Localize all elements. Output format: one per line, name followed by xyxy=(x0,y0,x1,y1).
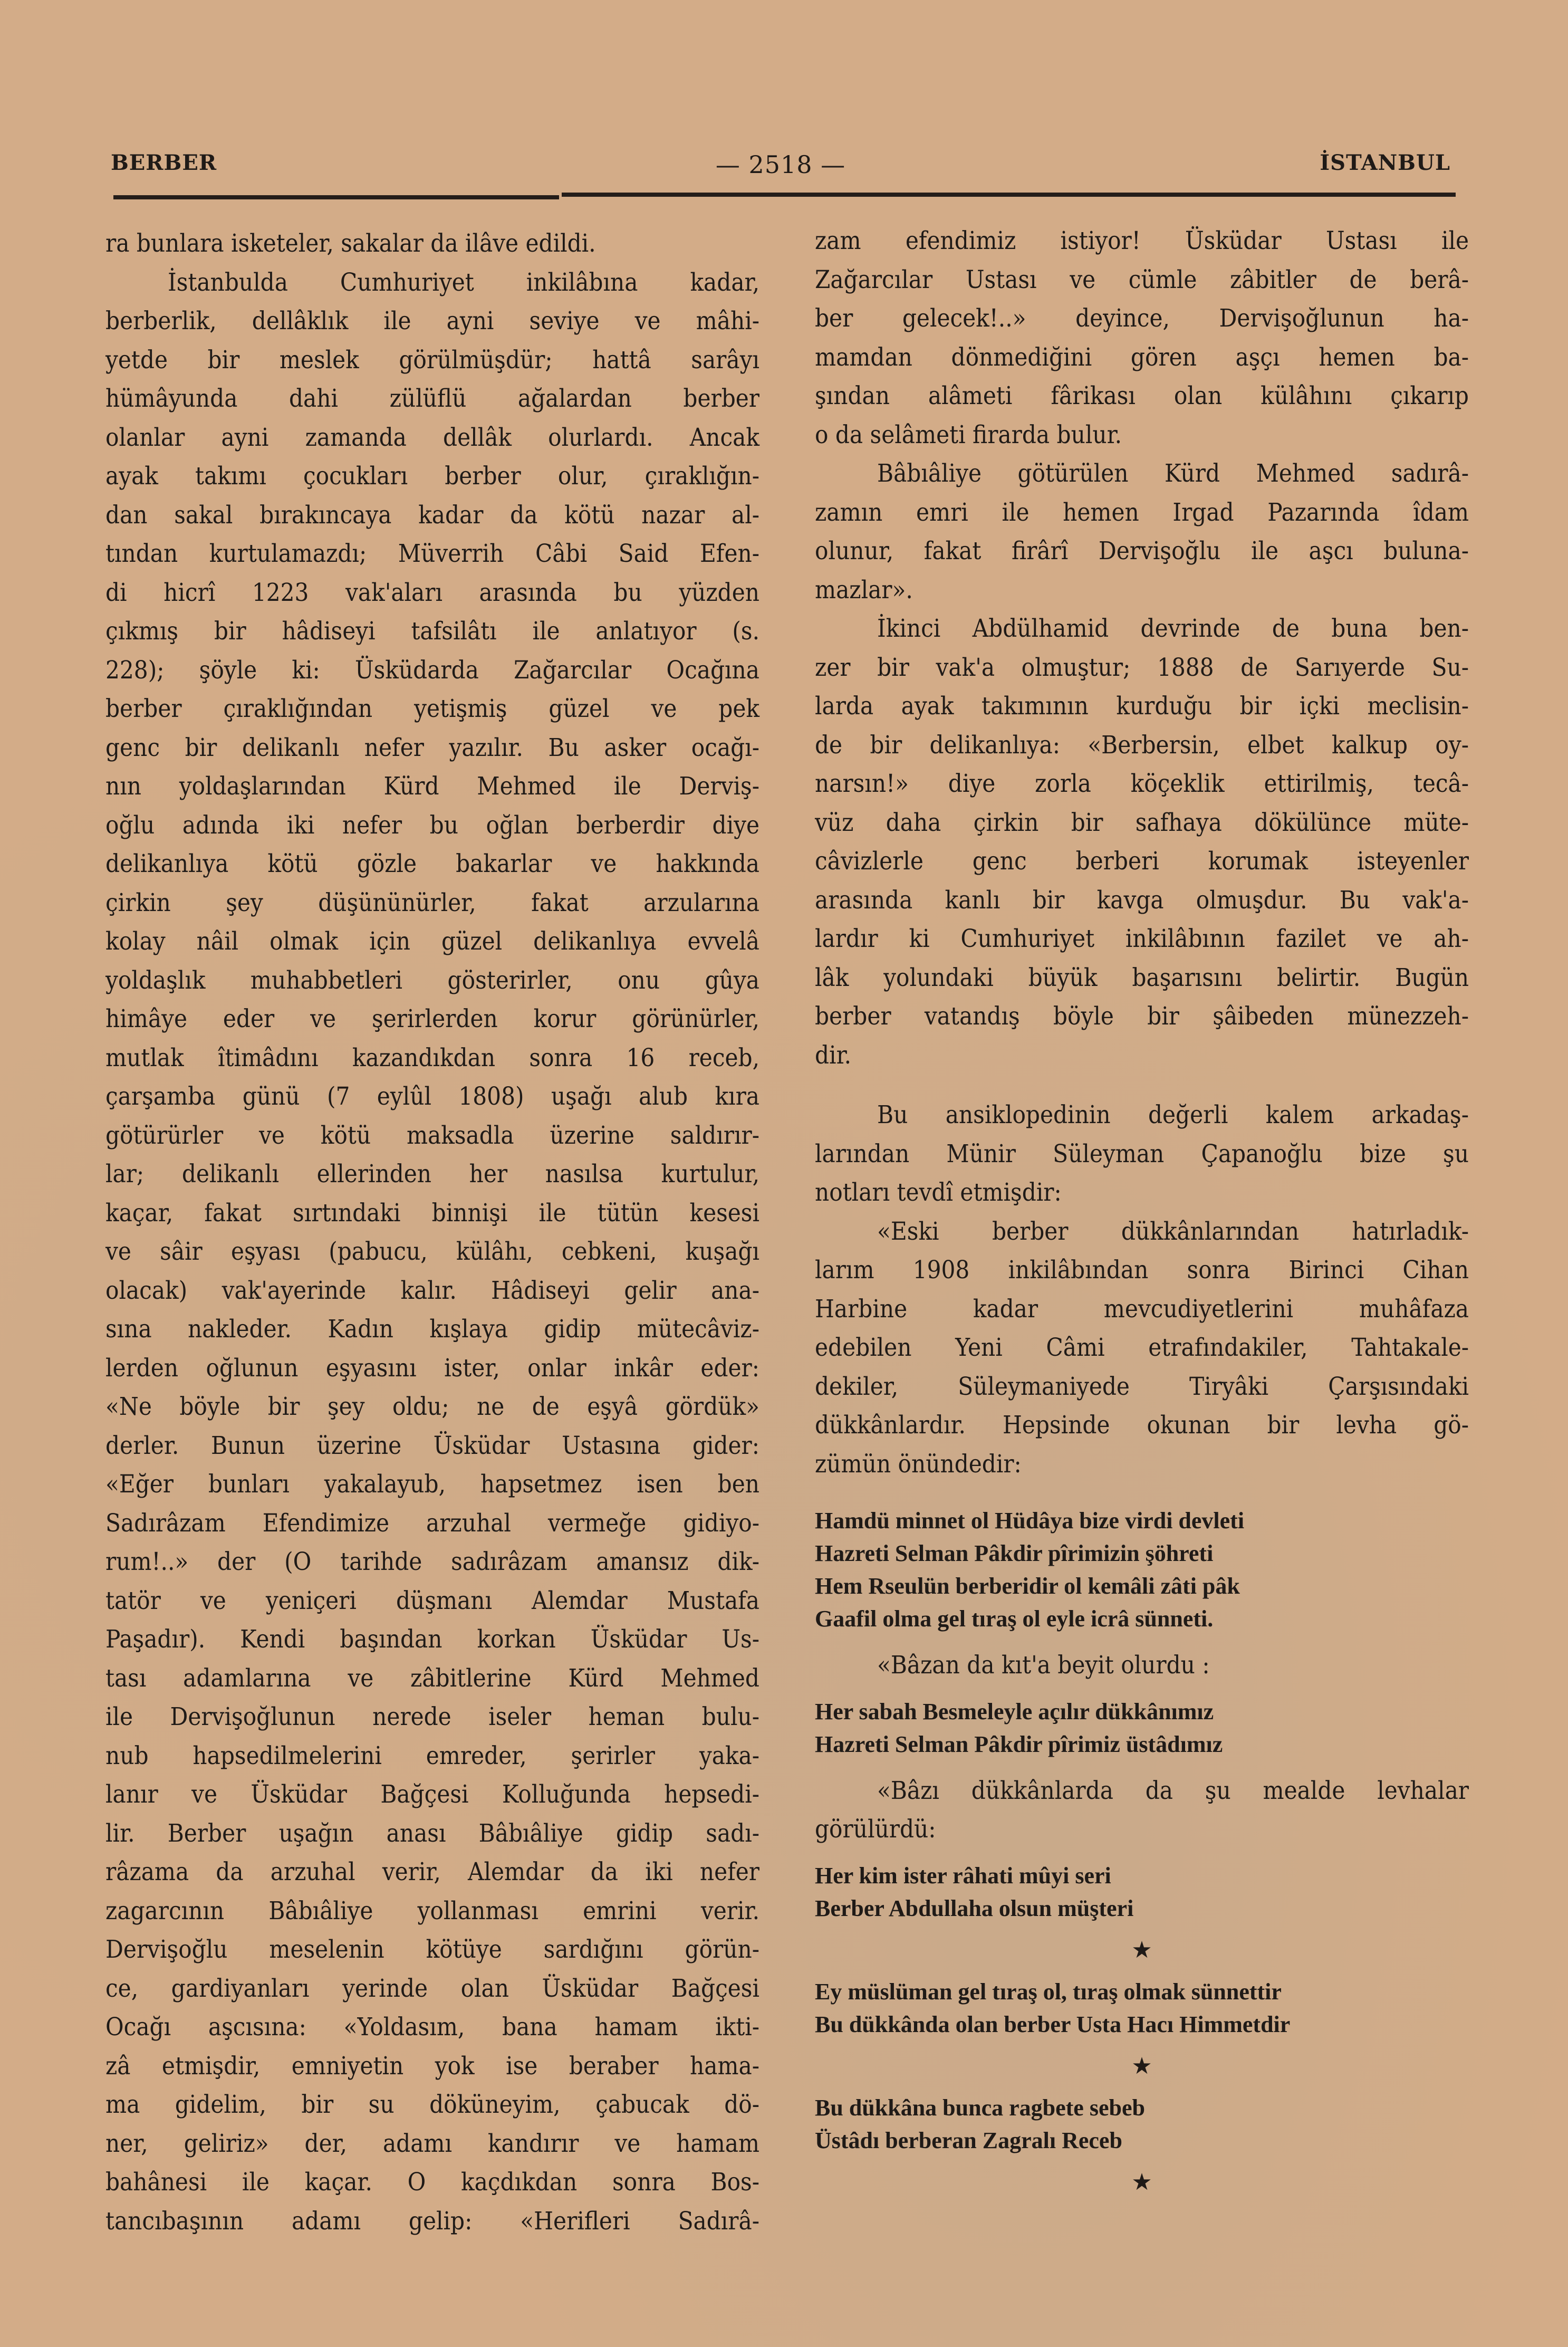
text-line: di hicrî 1223 vak'aları arasında bu yüzden xyxy=(105,578,759,607)
text-line: ner, geliriz» der, adamı kandırır ve hamam xyxy=(105,2129,759,2158)
text-line: delikanlıya kötü gözle bakarlar ve hakkında xyxy=(105,849,759,878)
text-line: rum!..» der (O tarihde sadırâzam amansız dik- xyxy=(105,1547,759,1576)
paragraph-main-story xyxy=(105,263,759,2241)
text-line: 228); şöyle ki: Üsküdarda Zağarcılar Ocağına xyxy=(105,655,759,685)
paragraph-capanoglu xyxy=(815,1096,1469,1212)
verse-block-3 xyxy=(815,1860,1469,1925)
text-line: Bu ansiklopedinin değerli kalem arkadaş- xyxy=(877,1100,1469,1129)
verse-block-4 xyxy=(815,1976,1469,2041)
paragraph-execution xyxy=(815,454,1469,609)
text-line: dir. xyxy=(815,1040,852,1070)
text-line: mazlar». xyxy=(815,575,913,605)
header-volume-title: İSTANBUL xyxy=(1320,150,1450,175)
text-line: zam efendimiz istiyor! Üsküdar Ustası ile xyxy=(815,226,1469,255)
text-line: oğlu adında iki nefer bu oğlan berberdir diye xyxy=(105,810,759,840)
text-line: lerden oğlunun eşyasını ister, onlar inkâr eder: xyxy=(105,1353,759,1383)
spacer xyxy=(815,1849,1469,1860)
right-column xyxy=(815,222,1469,2208)
text-line: mutlak îtimâdını kazandıkdan sonra 16 receb, xyxy=(105,1043,759,1072)
text-line: derler. Bunun üzerine Üsküdar Ustasına gider: xyxy=(105,1431,759,1460)
text-line: ce, gardiyanları yerinde olan Üsküdar Bağçesi xyxy=(105,1974,759,2003)
text-line: tancıbaşının adamı gelip: «Herifleri Sadırâ- xyxy=(105,2206,759,2236)
text-line: dükkânlardır. Hepsinde okunan bir levha gö- xyxy=(815,1411,1469,1440)
text-line: zagarcının Bâbıâliye yollanması emrini verir. xyxy=(105,1896,759,1926)
text-line: «Eski berber dükkânlarından hatırladık- xyxy=(877,1216,1469,1246)
text-line: larından Münir Süleyman Çapanoğlu bize şu xyxy=(815,1139,1469,1168)
header-entry-title: BERBER xyxy=(111,150,217,175)
text-line: notları tevdî etmişdir: xyxy=(815,1178,1062,1207)
text-line: o da selâmeti firarda bulur. xyxy=(815,420,1122,449)
text-line: götürürler ve kötü maksadla üzerine saldırır- xyxy=(105,1120,759,1150)
text-line: çıkmış bir hâdiseyi tafsilâtı ile anlatıyor (s. xyxy=(105,617,759,646)
verse-block-2 xyxy=(815,1695,1469,1761)
page-number: — 2518 — xyxy=(715,150,846,179)
text-line: ma gidelim, bir su döküneyim, çabucak dö- xyxy=(105,2090,759,2119)
text-line: nın yoldaşlarından Kürd Mehmed ile Derviş- xyxy=(105,772,759,801)
paragraph-levhalar xyxy=(815,1771,1469,1849)
text-line: larım 1908 inkilâbından sonra Birinci Cihan xyxy=(815,1256,1469,1285)
star-separator-icon: ★ xyxy=(1131,2052,1152,2080)
verse-line: Hamdü minnet ol Hüdâya bize virdi devleti xyxy=(815,1508,1245,1534)
text-line: ra bunlara isketeler, sakalar da ilâve edildi. xyxy=(105,229,596,258)
text-line: tından kurtulamazdı; Müverrih Câbi Said Efen- xyxy=(105,539,759,568)
header-rule-left xyxy=(113,195,559,199)
text-line: arasında kanlı bir kavga olmuşdur. Bu vak'a- xyxy=(815,885,1469,915)
text-line: câvizlerle genc berberi korumak isteyenler xyxy=(815,847,1469,876)
verse-line: Üstâdı berberan Zagralı Receb xyxy=(815,2127,1122,2153)
text-line: Dervişoğlu meselenin kötüye sardığını görün- xyxy=(105,1935,759,1964)
text-line: ve sâir eşyası (pabucu, külâhı, cebkeni, kuşağı xyxy=(105,1237,759,1266)
text-line: «Ne böyle bir şey oldu; ne de eşyâ gördük» xyxy=(105,1392,759,1421)
text-line: berberlik, dellâklık ile ayni seviye ve mâhi- xyxy=(105,306,759,336)
text-line: Paşadır). Kendi başından korkan Üsküdar Us- xyxy=(105,1625,759,1654)
text-line: vüz daha çirkin bir safhaya dökülünce müte- xyxy=(815,808,1469,837)
text-line: Harbine kadar mevcudiyetlerini muhâfaza xyxy=(815,1294,1469,1324)
verse-block-1 xyxy=(815,1505,1469,1635)
text-line: Sadırâzam Efendimize arzuhal vermeğe gidiyo- xyxy=(105,1508,759,1538)
left-column xyxy=(105,224,759,2240)
paragraph-kita xyxy=(815,1646,1469,1685)
text-line: tası adamlarına ve zâbitlerine Kürd Mehmed xyxy=(105,1663,759,1693)
header-rule-right xyxy=(562,193,1456,197)
text-line: Zağarcılar Ustası ve cümle zâbitler de berâ- xyxy=(815,265,1469,294)
text-line: himâye eder ve şerirlerden korur görünürler, xyxy=(105,1004,759,1033)
spacer xyxy=(815,1761,1469,1771)
text-line: lardır ki Cumhuriyet inkilâbının fazilet ve ah- xyxy=(815,924,1469,953)
text-line: kaçar, fakat sırtındaki binnişi ile tütün kesesi xyxy=(105,1198,759,1228)
text-line: «Eğer bunları yakalayub, hapsetmez isen ben xyxy=(105,1470,759,1499)
text-line: narsın!» diye zorla köçeklik ettirilmiş, tecâ- xyxy=(815,769,1469,798)
verse-line: Hazreti Selman Pâkdir pîrimiz üstâdımız xyxy=(815,1731,1223,1757)
text-line: zamın emri ile hemen Irgad Pazarında îdam xyxy=(815,497,1469,527)
text-line: zer bir vak'a olmuştur; 1888 de Sarıyerde Su- xyxy=(815,653,1469,682)
verse-line: Her kim ister râhati mûyi seri xyxy=(815,1862,1111,1889)
verse-line: Ey müslüman gel tıraş ol, tıraş olmak sünnettir xyxy=(815,1978,1282,2005)
text-line: kolay nâil olmak için güzel delikanlıya evvelâ xyxy=(105,927,759,956)
verse-block-5 xyxy=(815,2092,1469,2157)
text-line: çarşamba günü (7 eylûl 1808) uşağı alub kıra xyxy=(105,1082,759,1111)
text-line: sına nakleder. Kadın kışlaya gidip mütecâviz- xyxy=(105,1315,759,1344)
text-line: şından alâmeti fârikası olan külâhını çıkarıp xyxy=(815,381,1469,410)
text-line: «Bâzı dükkânlarda da şu mealde levhalar xyxy=(877,1776,1469,1805)
verse-line: Her sabah Besmeleyle açılır dükkânımız xyxy=(815,1698,1214,1725)
spacer xyxy=(815,1635,1469,1646)
text-line: yetde bir meslek görülmüşdür; hattâ sarâyı xyxy=(105,345,759,375)
text-line: mamdan dönmediğini gören aşçı hemen ba- xyxy=(815,342,1469,372)
spacer xyxy=(815,1483,1469,1505)
verse-line: Hazreti Selman Pâkdir pîrimizin şöhreti xyxy=(815,1540,1214,1566)
text-line: genc bir delikanlı nefer yazılır. Bu asker ocağı- xyxy=(105,733,759,762)
spacer xyxy=(815,1685,1469,1695)
paragraph-old-shops xyxy=(815,1212,1469,1484)
text-line: bahânesi ile kaçar. O kaçdıkdan sonra Bos- xyxy=(105,2168,759,2197)
text-line: ber gelecek!..» deyince, Dervişoğlunun ha- xyxy=(815,304,1469,333)
text-line: «Bâzan da kıt'a beyit olurdu : xyxy=(877,1651,1210,1680)
text-line: nub hapsedilmelerini emreder, şerirler yaka- xyxy=(105,1741,759,1770)
text-line: lar; delikanlı ellerinden her nasılsa kurtulur, xyxy=(105,1160,759,1189)
paragraph-story-end xyxy=(815,222,1469,454)
text-line: edebilen Yeni Câmi etrafındakiler, Tahtakale- xyxy=(815,1333,1469,1362)
text-line: lâk yolundaki büyük başarısını belirtir. Bugün xyxy=(815,963,1469,992)
text-line: zâ etmişdir, emniyetin yok ise beraber hama- xyxy=(105,2051,759,2081)
verse-line: Hem Rseulün berberidir ol kemâli zâti pâk xyxy=(815,1573,1240,1599)
star-separator-icon: ★ xyxy=(1131,1936,1152,1963)
text-line: hümâyunda dahi zülüflü ağalardan berber xyxy=(105,384,759,413)
text-line: yoldaşlık muhabbetleri gösterirler, onu gûya xyxy=(105,965,759,995)
paragraph-abdulhamid xyxy=(815,609,1469,1075)
verse-line: Berber Abdullaha olsun müşteri xyxy=(815,1895,1134,1921)
paragraph-continuation xyxy=(105,224,759,263)
text-line: İkinci Abdülhamid devrinde de buna ben- xyxy=(877,614,1469,643)
text-line: ayak takımı çocukları berber olur, çıraklığın- xyxy=(105,462,759,491)
spacer xyxy=(815,1075,1469,1096)
text-line: olacak) vak'ayerinde kalır. Hâdiseyi gelir ana- xyxy=(105,1276,759,1305)
text-line: lanır ve Üsküdar Bağçesi Kolluğunda hepsedi- xyxy=(105,1780,759,1809)
text-line: dekiler, Süleymaniyede Tiryâki Çarşısındaki xyxy=(815,1372,1469,1401)
text-line: olunur, fakat firârî Dervişoğlu ile aşcı buluna- xyxy=(815,537,1469,566)
text-line: berber vatandış böyle bir şâibeden münezzeh- xyxy=(815,1002,1469,1031)
text-line: olanlar ayni zamanda dellâk olurlardı. Ancak xyxy=(105,423,759,452)
text-line: ile Dervişoğlunun nerede iseler heman bulu- xyxy=(105,1702,759,1731)
text-line: larda ayak takımının kurduğu bir içki meclisin- xyxy=(815,692,1469,721)
text-line: dan sakal bırakıncaya kadar da kötü nazar al- xyxy=(105,500,759,530)
text-line: lir. Berber uşağın anası Bâbıâliye gidip sadı- xyxy=(105,1818,759,1848)
verse-line: Gaafil olma gel tıraş ol eyle icrâ sünneti. xyxy=(815,1606,1214,1632)
text-line: Ocağı aşcısına: «Yoldasım, bana hamam ikti- xyxy=(105,2013,759,2042)
running-head xyxy=(111,150,1450,182)
text-line: berber çıraklığından yetişmiş güzel ve pek xyxy=(105,694,759,723)
text-line: râzama da arzuhal verir, Alemdar da iki nefer xyxy=(105,1857,759,1886)
text-line: çirkin şey düşününürler, fakat arzularına xyxy=(105,888,759,917)
verse-line: Bu dükkâna bunca ragbete sebeb xyxy=(815,2094,1145,2121)
star-separator-icon: ★ xyxy=(1131,2168,1152,2196)
text-line: zümün önündedir: xyxy=(815,1449,1022,1479)
verse-line: Bu dükkânda olan berber Usta Hacı Himmetdir xyxy=(815,2011,1291,2037)
text-line: görülürdü: xyxy=(815,1815,936,1844)
text-line: de bir delikanlıya: «Berbersin, elbet kalkup oy- xyxy=(815,730,1469,760)
text-line: tatör ve yeniçeri düşmanı Alemdar Mustafa xyxy=(105,1586,759,1615)
text-line: İstanbulda Cumhuriyet inkilâbına kadar, xyxy=(168,267,759,297)
text-line: Bâbıâliye götürülen Kürd Mehmed sadırâ- xyxy=(877,459,1469,488)
